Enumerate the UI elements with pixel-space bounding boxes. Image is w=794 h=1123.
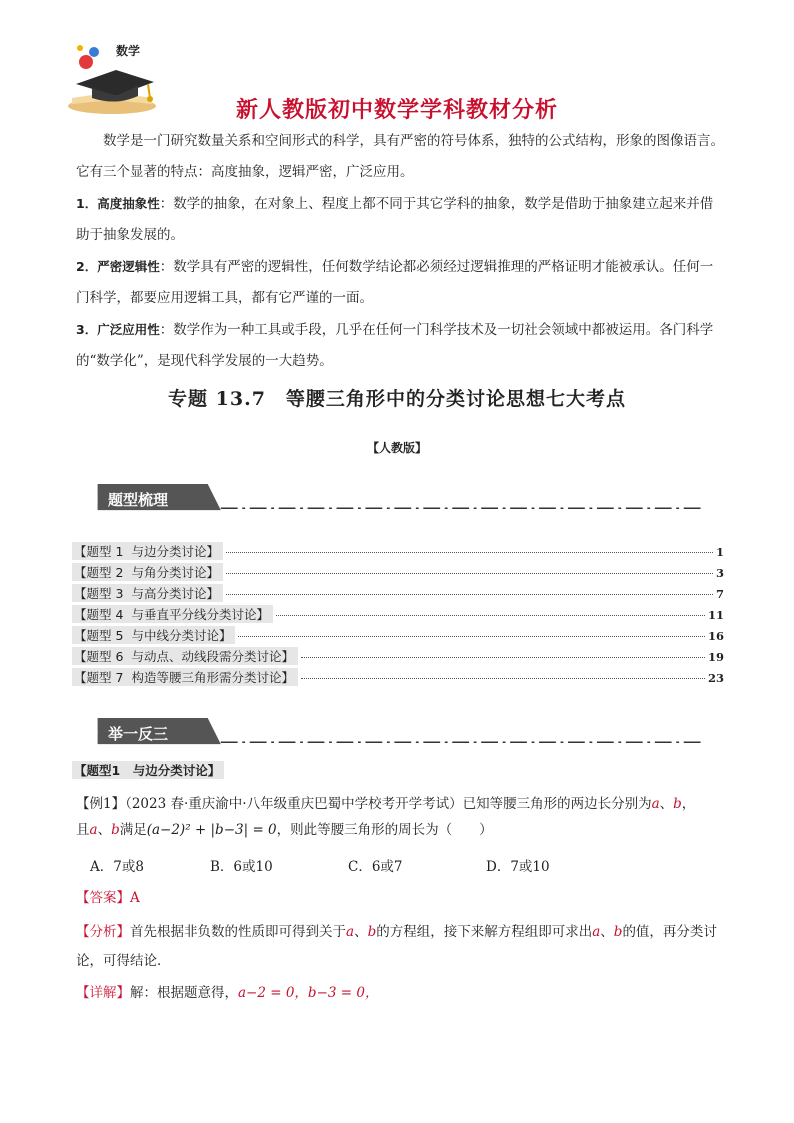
choice-b[interactable]: B．6或10 [210,859,273,875]
toc-page-number: 19 [707,650,724,664]
answer-line [76,887,726,909]
toc-entry[interactable]: 【题型 4 与垂直平分线分类讨论】 11 [74,607,724,622]
intro-point-3: 3．广泛应用性：数学作为一种工具或手段，几乎在任何一门科学技术及一切社会领域中都被运用。各门科学的“数学化”，是现代科学发展的一大趋势。 [76,322,714,369]
practice-banner-label: 举一反三 [108,725,169,743]
practice-banner [76,718,724,748]
toc-page-number: 7 [715,587,724,601]
toc-banner [76,484,724,514]
answer-value: A [130,890,140,906]
detail-tag: 【详解】 [76,985,130,1001]
equation: (a−2)² + |b−3| = 0 [146,822,277,838]
analysis-tag: 【分析】 [76,924,130,940]
toc-leader [301,678,705,679]
logo-text: 数学 [116,44,141,58]
edition-label: 【人教版】 [366,441,427,455]
play-icon [88,726,98,738]
play-icon [88,492,98,504]
toc-page-number: 1 [715,545,724,559]
toc-entry[interactable]: 【题型 3 与高分类讨论】 7 [74,586,724,601]
table-of-contents [72,542,724,689]
toc-leader [276,615,705,616]
toc-entry[interactable]: 【题型 7 构造等腰三角形需分类讨论】 23 [74,670,724,685]
toc-leader [226,594,713,595]
toc-leader [238,636,705,637]
choices [90,855,730,877]
document-title: 新人教版初中数学学科教材分析 [235,98,558,123]
toc-entry[interactable]: 【题型 6 与动点、动线段需分类讨论】 19 [74,649,724,664]
intro-paragraph: 数学是一门研究数量关系和空间形式的科学，具有严密的符号体系，独特的公式结构，形象的图像语言。它有三个显著的特点：高度抽象，逻辑严密，广泛应用。 [76,133,724,180]
toc-page-number: 3 [715,566,724,580]
banner-shape [76,484,724,512]
toc-entry[interactable]: 【题型 1 与边分类讨论】 1 [74,544,724,559]
toc-leader [301,657,705,658]
choice-d[interactable]: D．7或10 [486,859,550,875]
section-label: 【题型1 与边分类讨论】 [72,761,224,779]
intro-section [76,126,724,377]
analysis: 【分析】首先根据非负数的性质即可得到关于a、b的方程组，接下来解方程组即可求出a、b的值，再分类讨论，可得结论． [76,924,717,969]
banner-shape [76,718,724,746]
answer-tag: 【答案】 [76,890,130,906]
intro-point-2: 2．严密逻辑性：数学具有严密的逻辑性，任何数学结论都必须经过逻辑推理的严格证明才能被承认。任何一门科学，都要应用逻辑工具，都有它严谨的一面。 [76,259,714,306]
detail-equation: a−2 = 0，b−3 = 0， [238,985,379,1001]
toc-page-number: 11 [707,608,724,622]
toc-leader [226,573,713,574]
choice-a[interactable]: A．7或8 [90,859,144,875]
topic-title: 专题 13.7 等腰三角形中的分类讨论思想七大考点 [168,388,626,410]
example-1-question: 【例1】（2023 春·重庆渝中·八年级重庆巴蜀中学校考开学考试）已知等腰三角形的两边长分别为a、b， 且a、b满足(a−2)² + |b−3| = 0，则此等腰三角形的周长为（ ） [76,796,696,838]
toc-entry[interactable]: 【题型 5 与中线分类讨论】 16 [74,628,724,643]
example-tag: 【例1】 [76,796,126,812]
choice-c[interactable]: C．6或7 [348,859,403,875]
toc-leader [226,552,713,553]
detail: 【详解】解：根据题意得，a−2 = 0，b−3 = 0， [76,985,379,1001]
toc-page-number: 16 [707,629,724,643]
toc-banner-label: 题型梳理 [108,491,169,509]
intro-point-1: 1．高度抽象性：数学的抽象，在对象上、程度上都不同于其它学科的抽象，数学是借助于抽象建立起来并借助于抽象发展的。 [76,196,714,243]
toc-page-number: 23 [707,671,724,685]
toc-entry[interactable]: 【题型 2 与角分类讨论】 3 [74,565,724,580]
